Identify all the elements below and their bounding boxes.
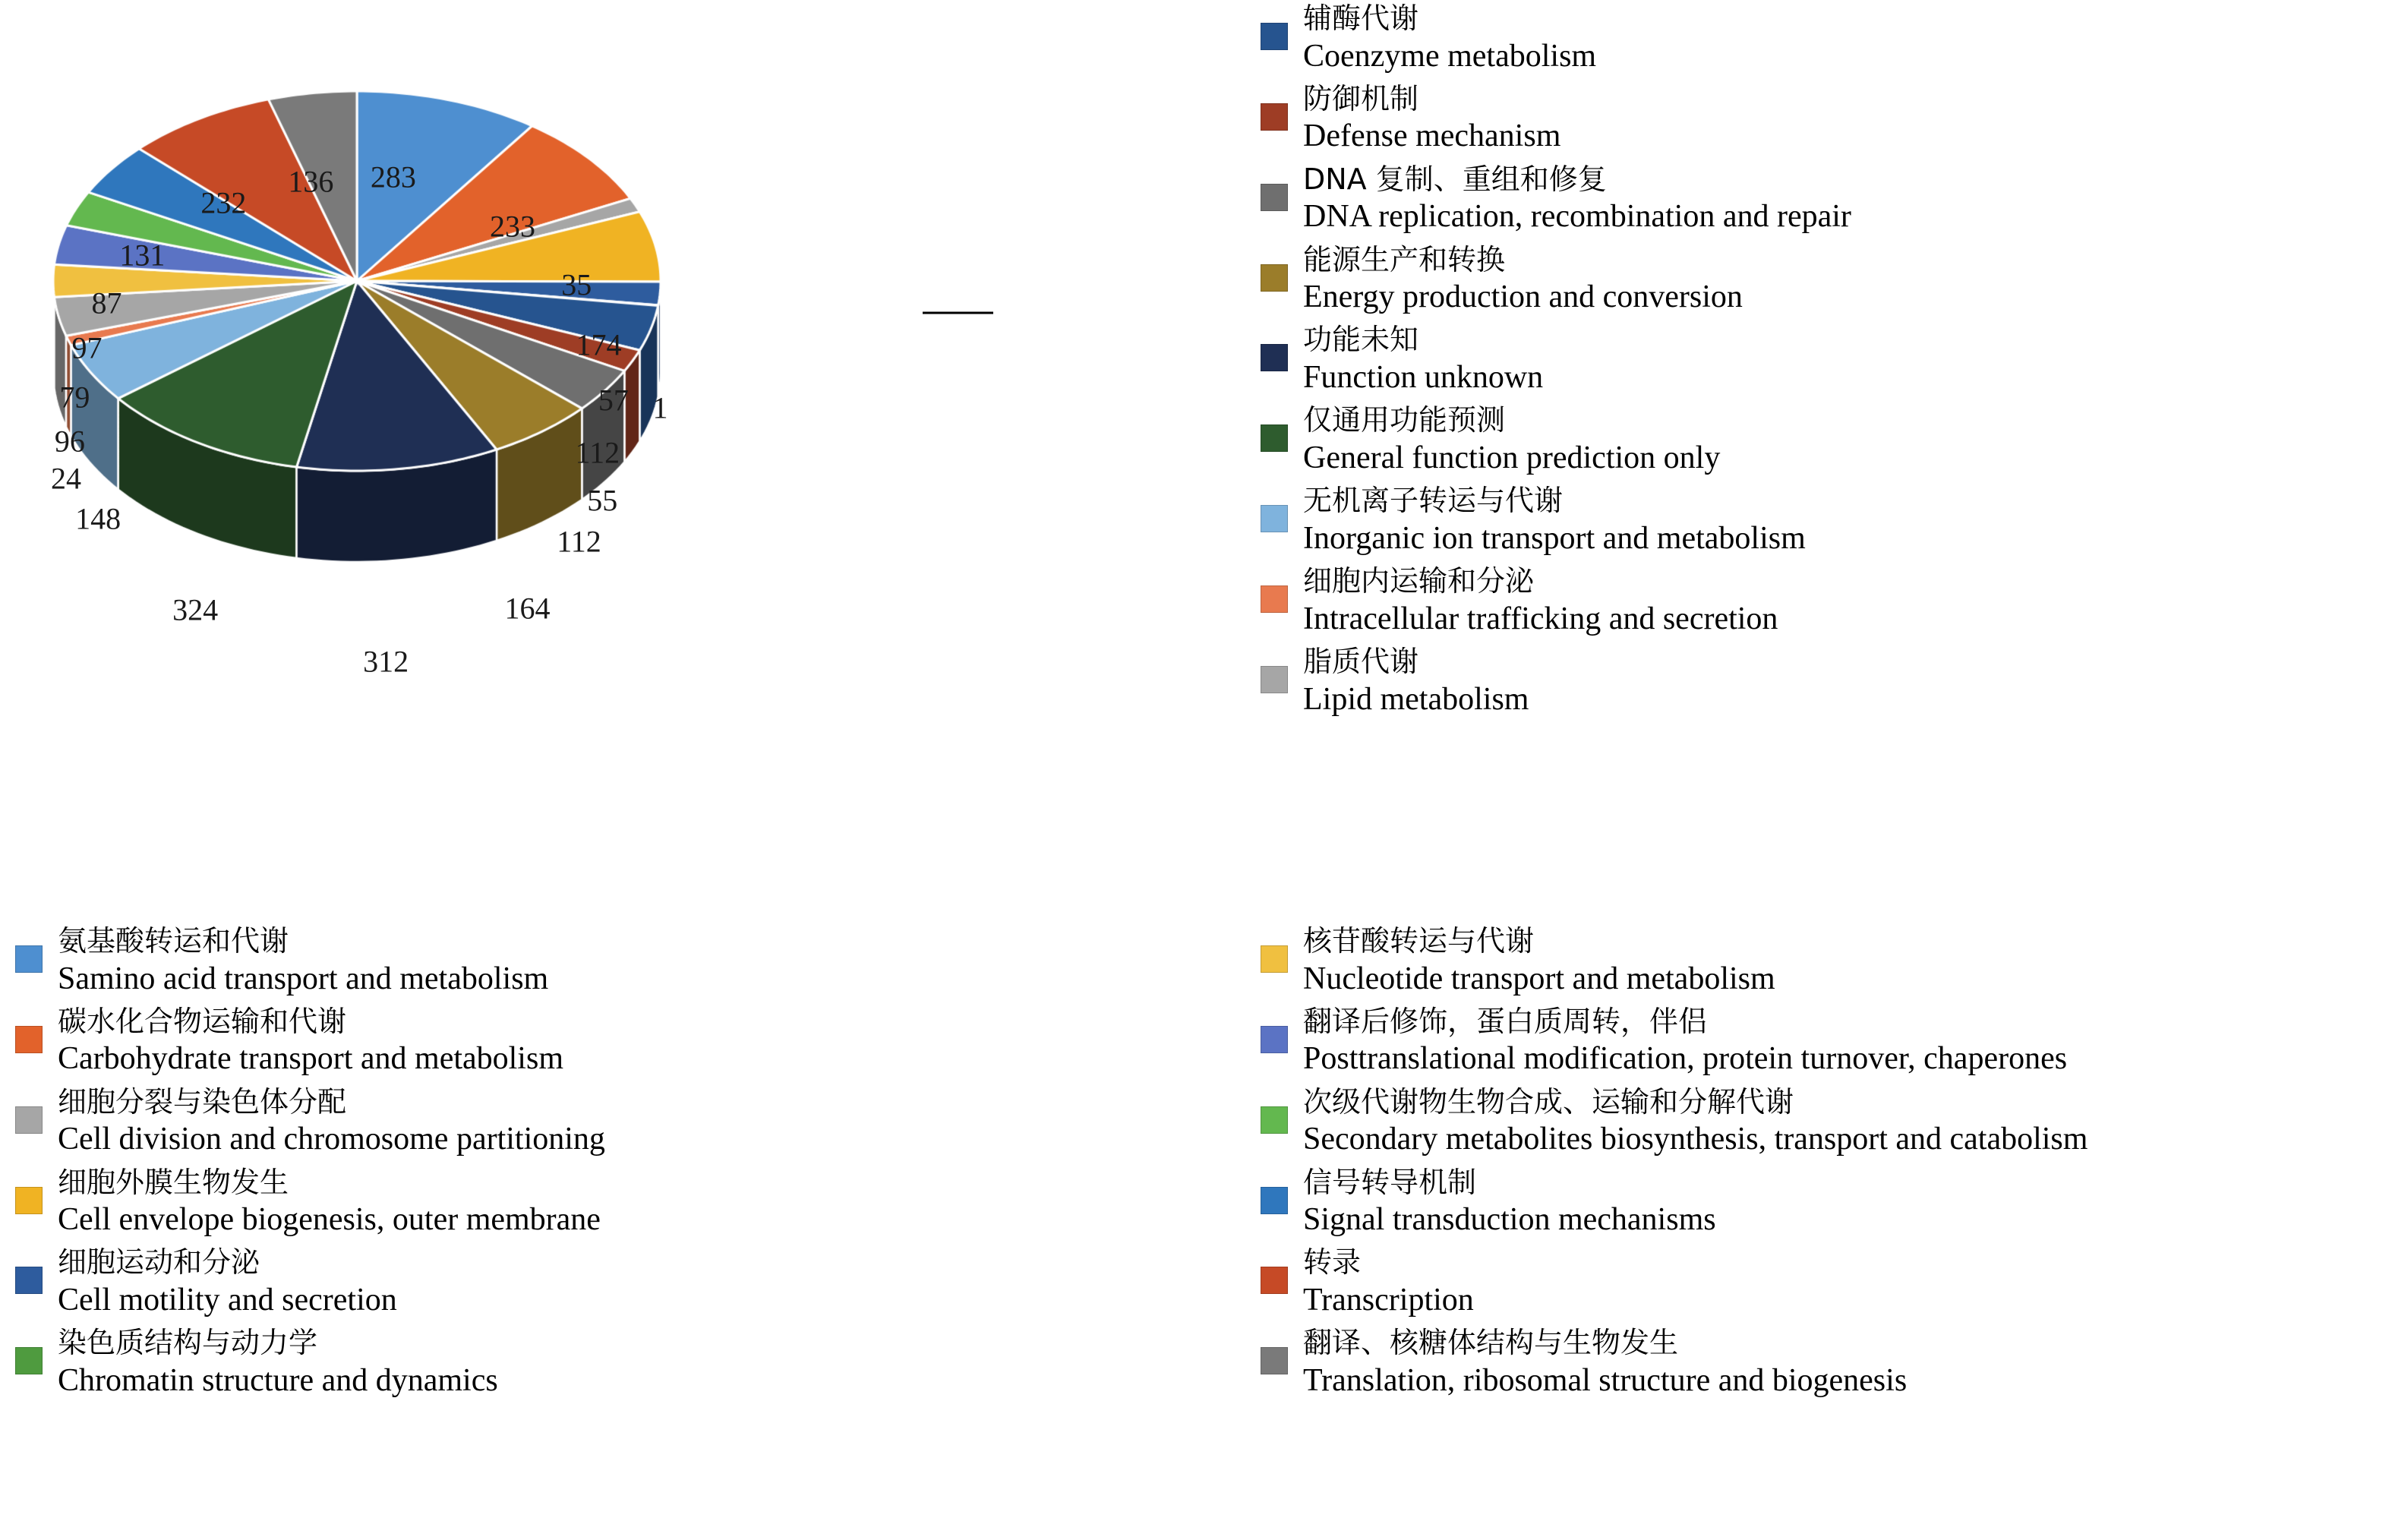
legend-text <box>1303 1244 1474 1320</box>
legend-text <box>1303 402 1720 478</box>
pie-slice-value-label: 96 <box>54 424 85 459</box>
legend-item <box>1261 241 2377 317</box>
legend-label-en: Cell division and chromosome partitioning <box>58 1122 605 1157</box>
legend-label-en: Secondary metabolites biosynthesis, transport and catabolism <box>1303 1122 2088 1157</box>
legend-label-cn: 次级代谢物生物合成、运输和分解代谢 <box>1303 1084 1794 1119</box>
pie-slice-value-label: 131 <box>119 238 166 273</box>
pie-slice-value-label: 87 <box>91 286 122 320</box>
legend-label-cn: 碳水化合物运输和代谢 <box>58 1004 347 1038</box>
legend-item <box>1261 1084 2384 1160</box>
legend-text <box>58 1244 397 1320</box>
legend-color-swatch <box>1261 666 1288 693</box>
legend-text <box>58 1324 498 1400</box>
legend-color-swatch <box>1261 344 1288 371</box>
legend-color-swatch <box>1261 1267 1288 1294</box>
legend-label-en: Inorganic ion transport and metabolism <box>1303 520 1806 556</box>
pie-slice-value-label: 148 <box>75 501 121 536</box>
legend-item <box>15 923 775 999</box>
legend-color-swatch <box>1261 585 1288 613</box>
legend-color-swatch <box>1261 264 1288 292</box>
legend-color-swatch <box>1261 184 1288 211</box>
legend-color-swatch <box>1261 1347 1288 1374</box>
legend-text <box>1303 161 1851 237</box>
legend-color-swatch <box>15 1106 43 1134</box>
legend-right <box>1261 0 2377 724</box>
legend-item <box>1261 1244 2384 1320</box>
legend-label-cn: 功能未知 <box>1303 323 1419 357</box>
pie-slice-value-label: 324 <box>172 592 219 627</box>
legend-item <box>15 1164 775 1240</box>
legend-text <box>58 923 548 999</box>
legend-item <box>1261 563 2377 639</box>
legend-item <box>1261 923 2384 999</box>
pie-slice-value-label: 35 <box>561 267 592 302</box>
pie-slice-value-label: 283 <box>370 159 416 194</box>
legend-label-en: General function prediction only <box>1303 440 1721 475</box>
legend-label-cn: 防御机制 <box>1303 81 1419 115</box>
legend-item <box>15 1324 775 1400</box>
legend-item <box>1261 0 2377 76</box>
legend-color-swatch <box>1261 1187 1288 1214</box>
pie-slice-value-label: 97 <box>71 330 103 365</box>
pie-slice-value-label: 233 <box>490 209 536 244</box>
legend-bottom-right <box>1261 923 2384 1405</box>
legend-label-cn: DNA 复制、重组和修复 <box>1303 162 1607 196</box>
legend-item <box>15 1084 775 1160</box>
pie-slice-value-label: 24 <box>50 461 81 496</box>
legend-label-cn: 细胞外膜生物发生 <box>58 1165 289 1199</box>
legend-text <box>1303 1003 2067 1079</box>
legend-text <box>1303 1164 1716 1240</box>
legend-label-cn: 能源生产和转换 <box>1303 242 1506 276</box>
legend-color-swatch <box>1261 424 1288 452</box>
legend-item <box>1261 1324 2384 1400</box>
legend-text <box>58 1084 605 1160</box>
legend-color-swatch <box>15 1267 43 1294</box>
legend-label-en: Energy production and conversion <box>1303 279 1743 315</box>
pie-slice-value-label: 164 <box>504 591 551 625</box>
legend-text <box>1303 643 1529 719</box>
legend-label-en: Signal transduction mechanisms <box>1303 1202 1716 1238</box>
pie-slice-value-label: 232 <box>200 185 247 220</box>
legend-label-en: Function unknown <box>1303 360 1544 396</box>
legend-text <box>1303 241 1743 317</box>
legend-color-swatch <box>1261 505 1288 532</box>
pie-chart <box>30 30 1261 881</box>
legend-text <box>1303 321 1543 397</box>
legend-label-cn: 细胞运动和分泌 <box>58 1245 260 1280</box>
legend-item <box>1261 482 2377 558</box>
legend-label-cn: 转录 <box>1303 1245 1362 1280</box>
legend-label-en: Translation, ribosomal structure and biogenesis <box>1303 1362 1908 1398</box>
legend-label-en: Cell envelope biogenesis, outer membrane <box>58 1202 601 1238</box>
legend-label-cn: 核苷酸转运与代谢 <box>1303 924 1535 958</box>
legend-color-swatch <box>15 1187 43 1214</box>
pie-slice-value-label: 174 <box>576 327 622 362</box>
legend-text <box>1303 563 1778 639</box>
legend-item <box>1261 321 2377 397</box>
legend-text <box>1303 923 1775 999</box>
legend-label-cn: 翻译后修饰，蛋白质周转，伴侣 <box>1303 1004 1708 1038</box>
legend-label-en: Carbohydrate transport and metabolism <box>58 1041 563 1077</box>
pie-slice-value-label: 79 <box>59 380 90 415</box>
legend-label-cn: 翻译、核糖体结构与生物发生 <box>1303 1326 1679 1360</box>
legend-label-en: Defense mechanism <box>1303 118 1561 154</box>
legend-text <box>1303 1084 2087 1160</box>
legend-color-swatch <box>1261 1026 1288 1053</box>
legend-label-en: Posttranslational modification, protein turnover, chaperones <box>1303 1041 2068 1077</box>
legend-label-en: Lipid metabolism <box>1303 681 1529 717</box>
legend-item <box>1261 402 2377 478</box>
pie-slice-value-label: 136 <box>288 164 334 199</box>
legend-color-swatch <box>15 945 43 973</box>
legend-label-cn: 无机离子转运与代谢 <box>1303 484 1564 518</box>
legend-item <box>15 1244 775 1320</box>
pie-slice-value-label: 112 <box>575 435 620 470</box>
legend-text <box>58 1003 563 1079</box>
pie-slice-value-label: 1 <box>652 390 668 425</box>
legend-label-cn: 仅通用功能预测 <box>1303 403 1506 437</box>
legend-item <box>1261 80 2377 156</box>
legend-color-swatch <box>1261 1106 1288 1134</box>
legend-label-cn: 氨基酸转运和代谢 <box>58 924 289 958</box>
legend-item <box>1261 1003 2384 1079</box>
legend-text <box>1303 1324 1907 1400</box>
legend-label-cn: 细胞分裂与染色体分配 <box>58 1084 347 1119</box>
legend-label-cn: 辅酶代谢 <box>1303 2 1419 35</box>
pie-slice-value-label: 55 <box>587 483 618 518</box>
legend-item <box>1261 161 2377 237</box>
legend-bottom-left <box>15 923 775 1405</box>
legend-label-en: Coenzyme metabolism <box>1303 38 1597 74</box>
legend-color-swatch <box>15 1347 43 1374</box>
legend-color-swatch <box>1261 103 1288 131</box>
legend-label-en: Nucleotide transport and metabolism <box>1303 961 1775 996</box>
legend-color-swatch <box>1261 945 1288 973</box>
pie-slice-value-label: 112 <box>557 524 601 559</box>
legend-text <box>1303 482 1806 558</box>
legend-label-en: Samino acid transport and metabolism <box>58 961 549 996</box>
legend-item <box>15 1003 775 1079</box>
pie-slice-value-label: 57 <box>598 383 629 418</box>
pie-canvas <box>30 30 1261 881</box>
legend-item <box>1261 1164 2384 1240</box>
legend-text <box>1303 0 1596 76</box>
pie-slice-value-label: 312 <box>363 644 409 679</box>
legend-color-swatch <box>1261 23 1288 50</box>
legend-label-en: Cell motility and secretion <box>58 1283 397 1318</box>
legend-label-en: DNA replication, recombination and repair <box>1303 199 1851 235</box>
legend-label-cn: 脂质代谢 <box>1303 644 1419 678</box>
legend-label-cn: 细胞内运输和分泌 <box>1303 564 1535 598</box>
legend-label-cn: 信号转导机制 <box>1303 1165 1477 1199</box>
legend-label-en: Chromatin structure and dynamics <box>58 1362 498 1398</box>
legend-label-cn: 染色质结构与动力学 <box>58 1326 318 1360</box>
legend-label-en: Transcription <box>1303 1283 1474 1318</box>
legend-color-swatch <box>15 1026 43 1053</box>
legend-item <box>1261 643 2377 719</box>
legend-text <box>1303 80 1560 156</box>
legend-text <box>58 1164 601 1240</box>
legend-label-en: Intracellular trafficking and secretion <box>1303 601 1778 636</box>
